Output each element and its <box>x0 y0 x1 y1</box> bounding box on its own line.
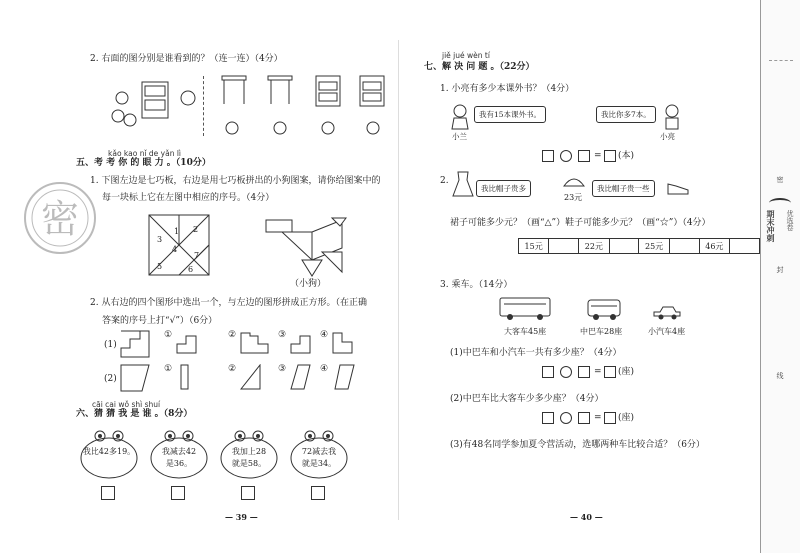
s5q2-line1: 2. 从右边的四个图形中选出一个，与左边的图形拼成正方形。（在正确 <box>90 298 367 308</box>
row2-left-shape <box>120 364 150 392</box>
frog-line2: 是36。 <box>165 459 193 468</box>
q3-text: 3. 乘车。（14分） <box>440 280 513 290</box>
q3-1-box-3[interactable] <box>604 366 616 378</box>
section5-pinyin: kǎo kao nǐ de yǎn lì <box>108 149 182 158</box>
price-mark-cell[interactable] <box>669 239 699 254</box>
section6-title: 六、猜 猜 我 是 谁 。（8分） <box>76 409 193 419</box>
frog-card <box>218 428 280 480</box>
q2-bubble-skirt: 我比帽子贵多 <box>476 180 531 197</box>
frog-line1: 我比42多19。 <box>82 447 136 456</box>
row1-opt2-shape <box>240 332 270 354</box>
frog-answer-box[interactable] <box>101 486 115 500</box>
row1-left-shape <box>120 330 150 358</box>
frog-answer-box[interactable] <box>171 486 185 500</box>
svg-text:密: 密 <box>40 197 80 241</box>
minibus-icon <box>586 298 622 322</box>
q3-2-equals: = <box>594 413 602 423</box>
tangram-num-6: 6 <box>188 265 194 274</box>
q1-text: 1. 小亮有多少本课外书？（4分） <box>440 84 575 94</box>
section6-pinyin: cāi cai wǒ shì shuí <box>92 400 161 409</box>
row1-label: (1) <box>104 340 117 350</box>
brand-logo-icon <box>769 198 791 208</box>
row2-opt3-label[interactable]: ③ <box>278 364 287 374</box>
row1-opt1-label[interactable]: ① <box>164 330 173 340</box>
s5q2-line2: 答案的序号上打“√”）（6分） <box>102 316 218 326</box>
row2-opt1-shape <box>180 364 190 390</box>
q1-answer-box-2[interactable] <box>578 150 590 162</box>
q3-2-box-1[interactable] <box>542 412 554 424</box>
q3-1-operator-circle[interactable] <box>560 366 572 378</box>
price-cell[interactable]: 22元 <box>579 239 609 254</box>
q1-answer-box-3[interactable] <box>604 150 616 162</box>
row2-opt4-label[interactable]: ④ <box>320 364 329 374</box>
q2-bubble-shoe: 我比帽子贵一些 <box>592 180 655 197</box>
q3-1-equals: = <box>594 367 602 377</box>
brand-sub: 优选卷 <box>786 210 794 231</box>
price-mark-cell[interactable] <box>730 239 760 254</box>
row2-opt4-shape <box>334 364 356 390</box>
frog-line1: 72减去我 <box>301 447 337 456</box>
tangram-num-3: 3 <box>157 235 163 244</box>
row1-opt4-shape <box>332 332 354 354</box>
price-cell[interactable]: 15元 <box>519 239 549 254</box>
dog-caption: （小狗） <box>290 279 327 289</box>
q1-name-xiaoliang: 小亮 <box>660 132 675 141</box>
view-pictures <box>218 74 388 144</box>
tangram-num-7: 7 <box>194 251 200 260</box>
q3-2-box-2[interactable] <box>578 412 590 424</box>
q3-1-box-2[interactable] <box>578 366 590 378</box>
row1-opt4-label[interactable]: ④ <box>320 330 329 340</box>
q1-bubble-xiaoliang: 我比你多7本。 <box>596 106 656 123</box>
q1-bubble-xiaolan: 我有15本课外书。 <box>474 106 546 123</box>
binding-strip <box>760 0 800 553</box>
s5q1-line1: 1. 下图左边是七巧板，右边是用七巧板拼出的小狗图案，请你给图案中的 <box>90 176 381 186</box>
page-number-right: — 40 — <box>570 512 603 522</box>
price-table <box>518 238 760 254</box>
tangram-num-2: 2 <box>193 225 199 234</box>
girl-xiaolan-figure <box>450 104 470 130</box>
q1-answer-box-1[interactable] <box>542 150 554 162</box>
strip-label-2: 封 <box>776 266 784 273</box>
strip-label-3: 线 <box>776 372 784 379</box>
price-mark-cell[interactable] <box>609 239 639 254</box>
strip-label-1: 密 <box>776 176 784 183</box>
frog-answer-box[interactable] <box>241 486 255 500</box>
q1-name-xiaolan: 小兰 <box>452 132 467 141</box>
q3-1-box-1[interactable] <box>542 366 554 378</box>
frog-line2: 就是58。 <box>231 459 267 468</box>
big-bus-icon <box>498 296 552 322</box>
frog-line2: 就是34。 <box>301 459 337 468</box>
frog-line1: 我减去42 <box>161 447 197 456</box>
q3-sub1: (1)中巴车和小汽车一共有多少座？（4分） <box>450 348 622 358</box>
row2-opt2-shape <box>240 364 262 390</box>
row1-opt3-label[interactable]: ③ <box>278 330 287 340</box>
hat-icon <box>562 172 586 188</box>
q2-num: 2. <box>440 176 449 186</box>
minibus-label: 中巴车28座 <box>580 327 623 336</box>
section7-title: 七、解 决 问 题 。（22分） <box>424 62 535 72</box>
car-icon <box>652 304 682 320</box>
tangram-num-4: 4 <box>172 245 178 254</box>
q3-2-unit: (座) <box>618 413 635 423</box>
q2-text: 2. 右面的图分别是谁看到的？（连一连）（4分） <box>90 54 283 64</box>
row2-opt1-label[interactable]: ① <box>164 364 173 374</box>
frog-answer-box[interactable] <box>311 486 325 500</box>
tangram-num-1: 1 <box>174 227 180 236</box>
price-mark-cell[interactable] <box>549 239 579 254</box>
page-number-left: — 39 — <box>225 512 258 522</box>
big-bus-label: 大客车45座 <box>504 327 547 336</box>
q3-sub3: (3)有48名同学参加夏令营活动，选哪两种车比较合适？（6分） <box>450 440 705 450</box>
tangram-square <box>148 214 210 276</box>
q1-unit: (本) <box>618 151 635 161</box>
s5q1-line2: 每一块标上它在左图中相应的序号。（4分） <box>102 193 275 203</box>
hat-price: 23元 <box>564 193 583 202</box>
shoe-icon <box>666 178 690 196</box>
brand-title: 期末冲刺 <box>766 210 775 242</box>
secret-seal-stamp <box>22 180 98 256</box>
price-cell[interactable]: 46元 <box>699 239 729 254</box>
row2-opt2-label[interactable]: ② <box>228 364 237 374</box>
q3-2-box-3[interactable] <box>604 412 616 424</box>
frog-card <box>78 428 140 480</box>
q1-equals: = <box>594 151 602 161</box>
row1-opt1-shape <box>176 332 206 354</box>
section7-pinyin: jiě jué wèn tí <box>442 51 490 60</box>
q1-operator-circle[interactable] <box>560 150 572 162</box>
q3-2-operator-circle[interactable] <box>560 412 572 424</box>
row2-label: (2) <box>104 374 117 384</box>
q2-text: 裙子可能多少元？（画“△”）鞋子可能多少元？（画“☆”）（4分） <box>450 218 711 228</box>
skirt-icon <box>452 170 474 198</box>
price-cell[interactable]: 25元 <box>639 239 669 254</box>
q3-1-unit: (座) <box>618 367 635 377</box>
row1-opt2-label[interactable]: ② <box>228 330 237 340</box>
tangram-num-5: 5 <box>157 262 163 271</box>
car-label: 小汽车4座 <box>648 327 686 336</box>
row2-opt3-shape <box>290 364 312 390</box>
right-page <box>400 0 760 553</box>
row1-opt3-shape <box>290 332 312 354</box>
frog-card <box>288 428 350 480</box>
boy-xiaoliang-figure <box>662 104 682 130</box>
dog-tangram <box>262 212 352 278</box>
frog-line1: 我加上28 <box>231 447 267 456</box>
frog-card <box>148 428 210 480</box>
section5-title: 五、考 考 你 的 眼 力 。（10分） <box>76 158 211 168</box>
table-with-animals-picture <box>100 74 210 134</box>
q3-sub2: (2)中巴车比大客车少多少座？（4分） <box>450 394 604 404</box>
